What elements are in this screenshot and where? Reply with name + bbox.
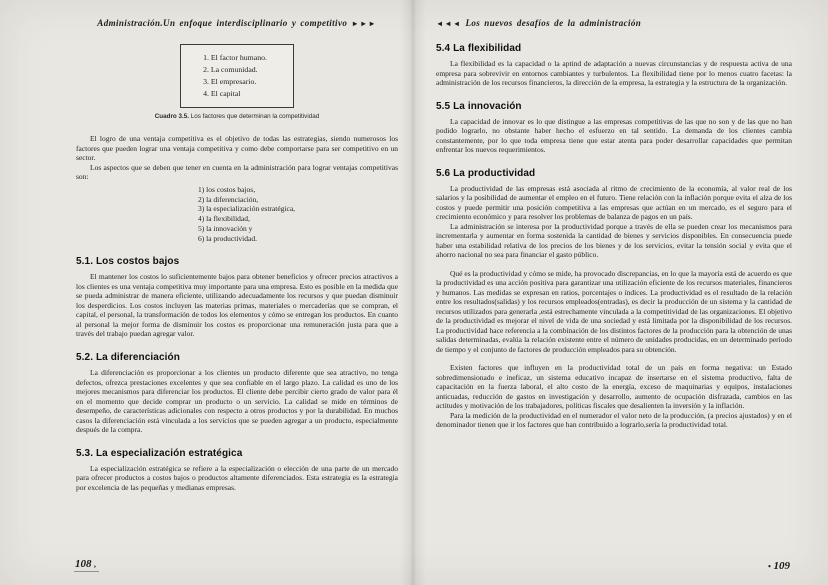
factors-box (180, 44, 294, 108)
paragraph: Existen factores que influyen en la productividad total de un país en forma negativa: un Estado sobredimensionado e ineficaz, un sistema educativo incapaz de insertarse en el sistema productivo, falta de capacitación en la fuerza laboral, el alto costo de la energía, exceso de maquinarias y equipos, instalaciones anticuadas, reducción de gastos en investigación y desarrollo, aumento de ocupación disfrazada, cambios en las actitudes y motivación de los trabajadores, políticas fiscales que desalienten la inversión y la inflación. (436, 363, 792, 411)
paragraph: La especialización estratégica se refiere a la especialización o elección de una parte de un mercado para ofrecer productos a costos bajos o productos altamente diferenciados. Esta estrategia es la estrategia por excelencia de las pequeñas y medianas empresas. (76, 463, 398, 492)
paragraph: La flexibilidad es la capacidad o la aptind de adaptación a nuevas circunstancias y de respuesta activa de una empresa para sobrevivir en entornos cambiantes y turbulentos. La flexibilidad tiene por lo menos cuatro facetas: la administración de los recursos financieros, la dirección de la empresa, la estrategia y la estructura de la organización. (436, 59, 792, 88)
list-item: 5) la innovación y (198, 223, 253, 233)
running-head-right-title: Los nuevos desafíos de la administración (465, 18, 642, 28)
paragraph: Los aspectos que se deben que tener en cuenta en la administración para lograr ventajas competitivas son: (76, 162, 398, 182)
paragraph: Qué es la productividad y cómo se mide, ha provocado discrepancias, en lo que la mayoría está de acuerdo es que la productividad es una acción positiva para garantizar una utilización eficiente de los recursos materiales, financieros y humanos. Las medidas se expresan en ratios, porcentajes o índices. La productividad es el resultado de la relación entre los resultados(salidas) y los recursos empleados(entradas), es decir la producción de un sistema y la cantidad de recursos utilizados para generarla ,está estrechamente vinculada a la competitividad de las organizaciones. El objetivo de la productividad es mejorar el nivel de vida de una sociedad y está limitada por la disponibilidad de los recursos. La productividad hace referencia a la combinación de los distintos factores de la producción para la obtención de unas salidas determinadas, evalúa la relación existente entre el número de unidades producidas, en un determinado período de tiempo y el conjunto de factores de producción empleados para su obtención. (436, 268, 792, 354)
paragraph: La productividad de las empresas está asociada al ritmo de crecimiento de la economía, al valor real de los salarios y la posibilidad de aumentar el empleo en el futuro. Tiene relación con la inflación porque evita el alza de los costos y puede permitir una posición competitiva a las empresas que actúan en un mercado, es el seguro para el crecimiento económico y para resolver los problemas de balanza de pagos en un país. (436, 183, 792, 222)
page-number-left-mark: , (94, 560, 97, 569)
paragraph: El logro de una ventaja competitiva es el objetivo de todas las estrategias, siendo numerosos los factores que pueden lograr una ventaja competitiva y como debe comportarse para ser competitivo en un sector. (76, 134, 398, 163)
section-heading-5-6: 5.6 La productividad (436, 167, 536, 179)
section-heading-5-2: 5.2. La diferenciación (76, 352, 180, 363)
page-number-left (74, 558, 99, 572)
list-item: 1) los costos bajos, (198, 184, 256, 194)
list-item: 4) la flexibilidad, (198, 214, 250, 224)
advantages-list (198, 185, 398, 244)
list-item: 3) la especialización estratégica, (198, 204, 296, 214)
page-number-right-value: 109 (773, 560, 790, 572)
running-head-left (76, 18, 398, 28)
factors-box-wrap (76, 44, 398, 108)
paragraph: La administración se interesa por la productividad porque a través de ella se pueden crear los mecanismos para incrementarla y aumentar en forma sostenida la cantidad de bienes y servicios disponibles. En consecuencia puede haber una estabilidad relativa de los precios de los bienes y de los servicios, evitar la tensión social y evita que el ahorro nacional no sea para financiar el gasto público. (436, 221, 792, 260)
section-heading-5-1: 5.1. Los costos bajos (76, 256, 180, 268)
paragraph: Para la medición de la productividad en el numerador el valor neto de la producción, (a precios ajustados) y en el denominador tienen que ir los factores que han contribuido a lograrlo,sería la productividad total. (436, 410, 792, 430)
factors-box-item: 1. El factor humano. (203, 53, 267, 62)
running-head-right (436, 18, 792, 28)
list-item: 2) la diferenciación, (198, 194, 259, 204)
figure-caption (76, 113, 398, 120)
figure-caption-label: Cuadro 3.5. (154, 113, 190, 121)
section-heading-5-3: 5.3. La especialización estratégica (76, 447, 243, 459)
factors-box-item: 4. El capital (203, 89, 241, 99)
figure-caption-text: Los factores que determinan la competitividad (190, 113, 320, 121)
section-heading-5-4: 5.4 La flexibilidad (436, 43, 522, 54)
list-item: 6) la productividad. (198, 233, 257, 243)
page-number-right (768, 560, 790, 572)
running-head-left-title: Administración.Un enfoque interdisciplinario y competitivo (97, 18, 348, 28)
factors-box-item: 3. El empresario. (203, 77, 257, 87)
factors-box-item: 2. La comunidad. (203, 65, 258, 75)
page-number-left-value: 108 (75, 558, 92, 570)
back-arrows-icon: ◄◄◄ (436, 18, 462, 28)
paragraph: La capacidad de innovar es lo que distingue a las empresas competitivas de las que no son y de las que no han podido lograrlo, no obstante haber hecho el esfuerzo en tal sentido. La demanda de los clientes cambia constantemente, por lo que toda empresa tiene que estar atenta para poder desarrollar capacidades que permitan enfrentar los nuevos requerimientos. (436, 116, 792, 155)
forward-arrows-icon: ►►► (351, 18, 377, 28)
right-page (414, 0, 828, 585)
paragraph: El mantener los costos lo suficientemente bajos para obtener beneficios y ofrecer precios atractivos a los clientes es una ventaja competitiva muy importante para una empresa. Esto es posible en la medida que se pueda administrar de manera eficiente, utilizando adecuadamente los recursos y que puedan disminuir los desperdicios. Los costos incluyen las materias primas, materiales o mercaderías que se compran, el capital, el personal, la transformación de todos los elementos y cómo se entregan los productos. En cuanto al personal la mejor forma de disminuir los costos es proporcionar una remuneración justa para que a través del trabajo puedan agregar valor. (76, 272, 398, 339)
page-number-right-mark: • (767, 562, 771, 571)
paragraph: La diferenciación es proporcionar a los clientes un producto diferente que sea atractivo, no tenga defectos, ofrezca prestaciones excelentes y que sea confiable en el largo plazo. La calidad es uno de los mejores mecanismos para diferenciar los productos. El cliente debe percibir cierto grado de valor para él en el momento que decide comprar un producto o un servicio. La calidad se mide en términos de desempeño, de características adicionales con respecto a otros productos y por la durabilidad. En muchos casos la diferenciación está vinculada a los servicios que se pueden agregar a un producto, especialmente después de la compra. (76, 368, 398, 435)
section-heading-5-5: 5.5 La innovación (436, 100, 522, 112)
